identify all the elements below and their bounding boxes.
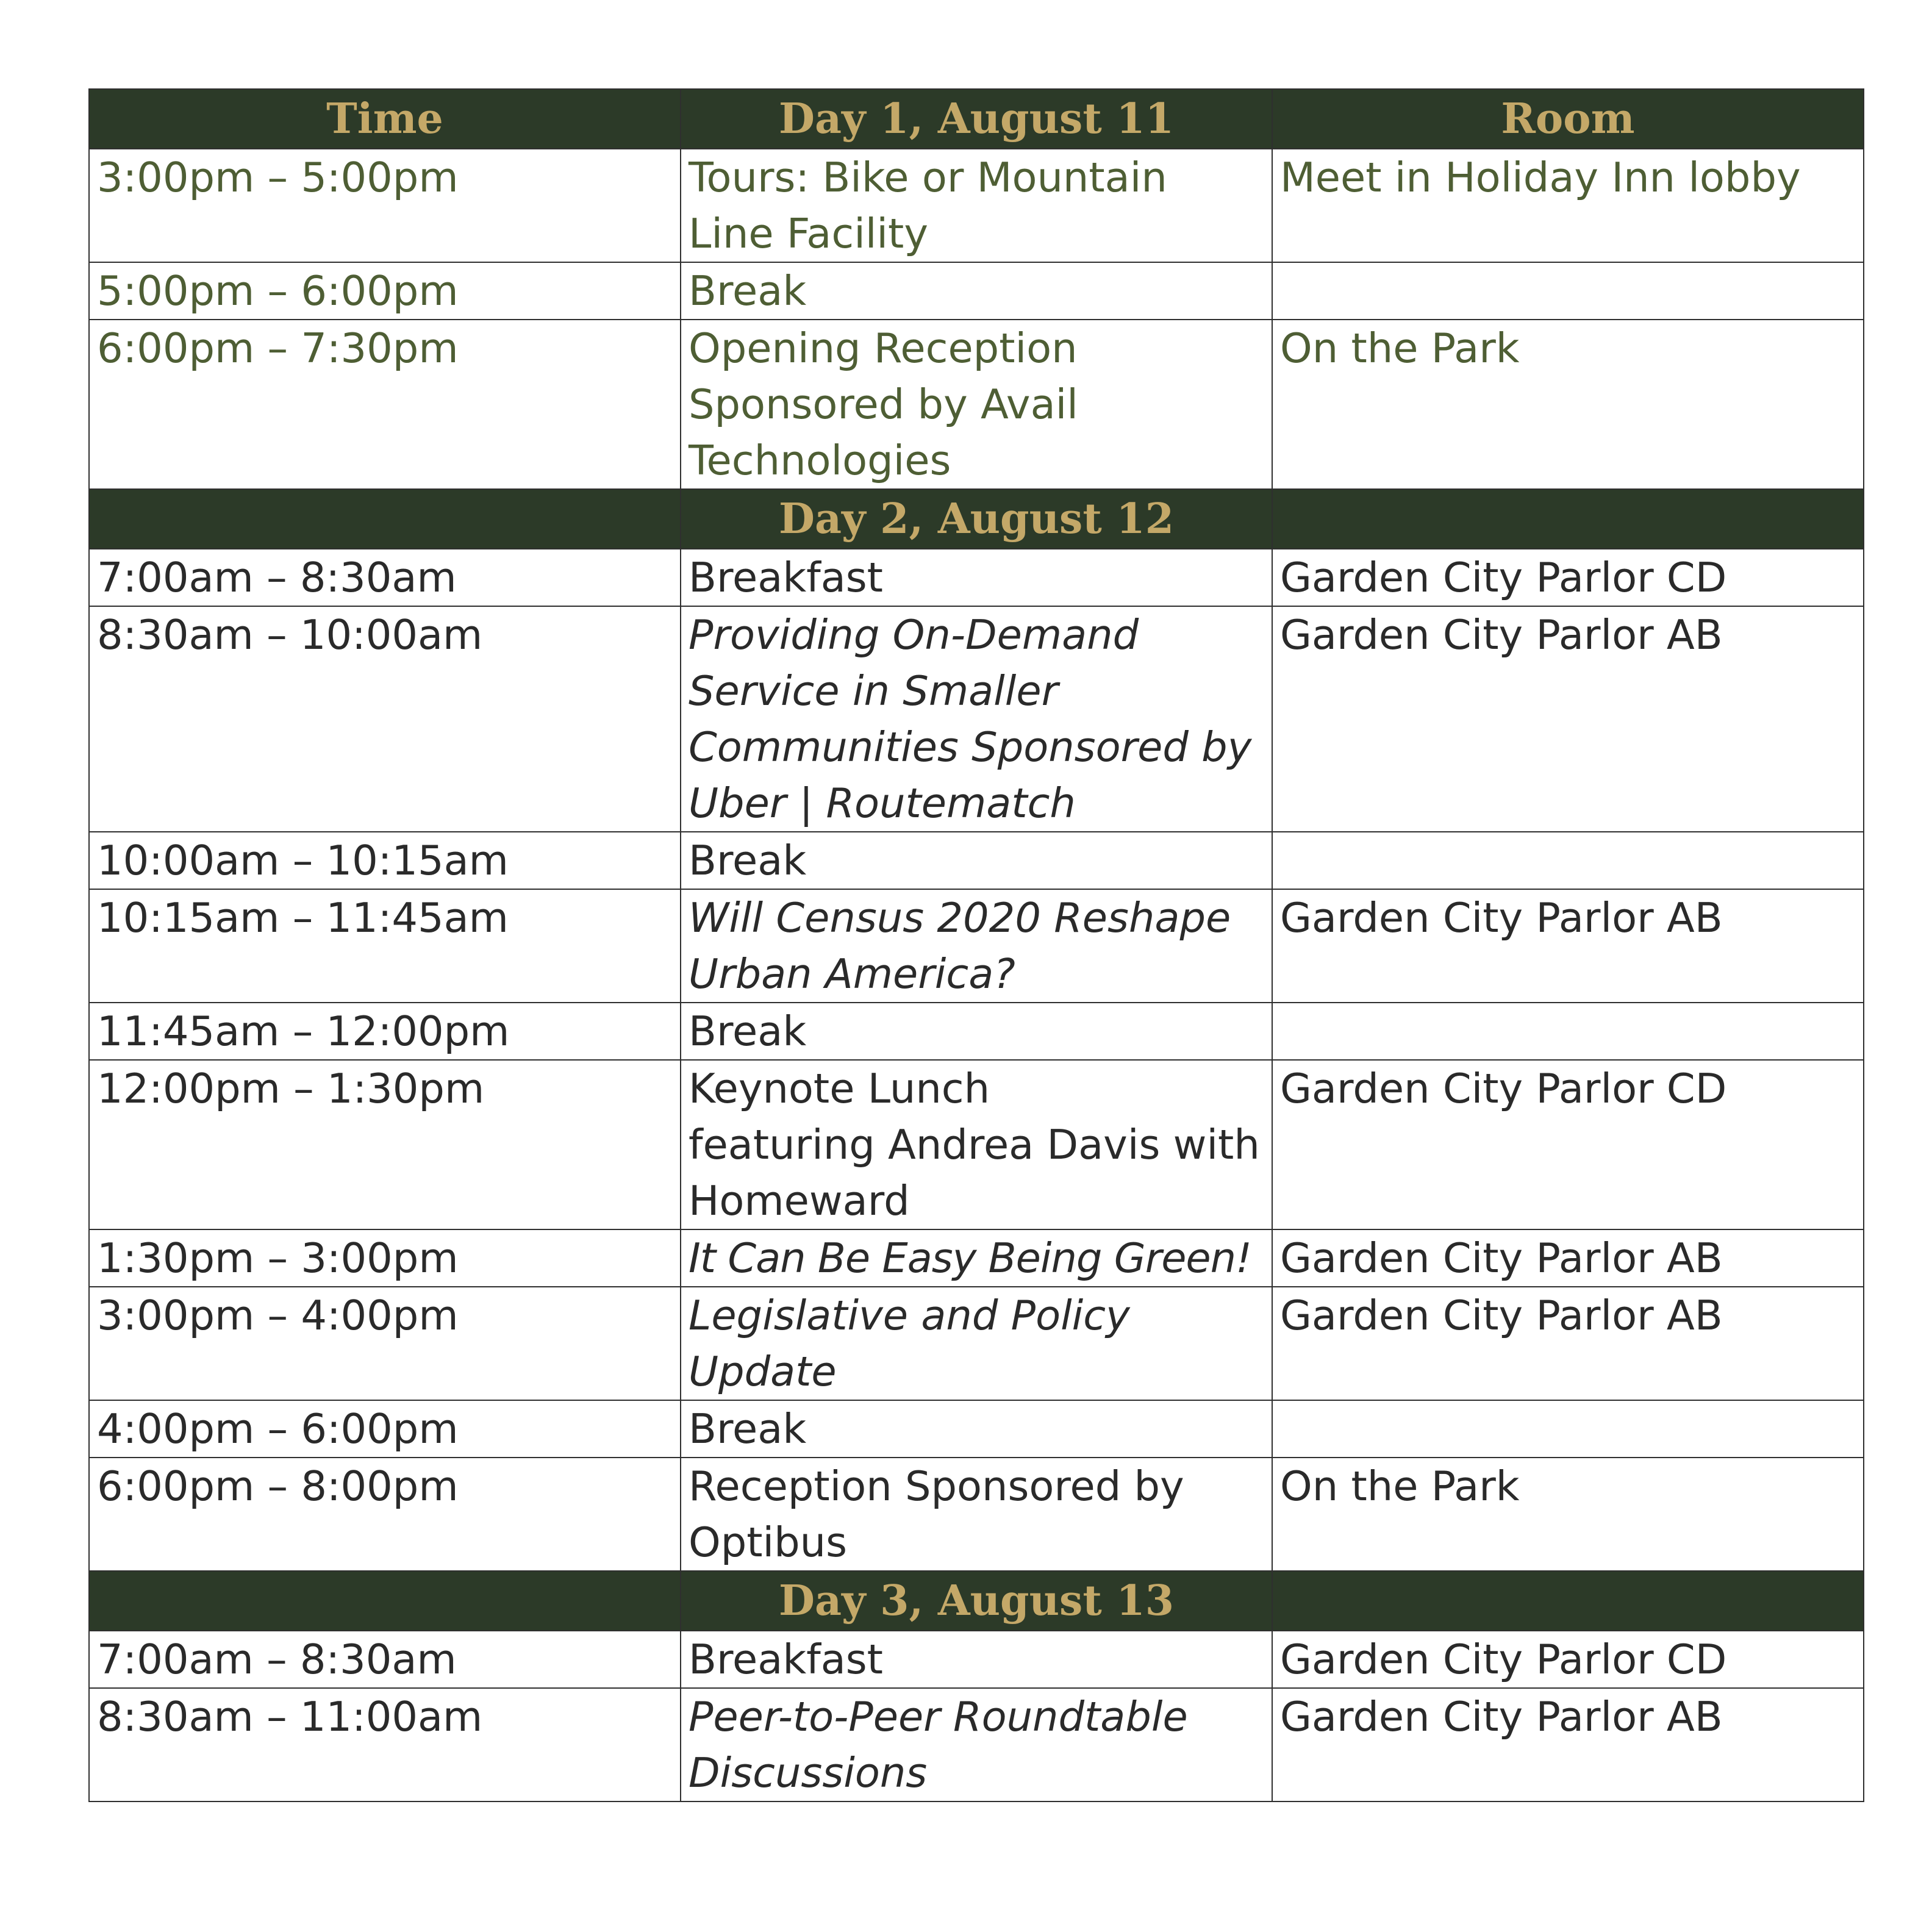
table-row [89,149,1864,262]
time-cell: 8:30am – 10:00am [89,606,681,832]
event-cell: Opening Reception Sponsored by Avail Technologies [681,320,1272,489]
table-row [89,1003,1864,1060]
room-cell: Garden City Parlor AB [1272,1688,1864,1801]
event-line: Keynote Lunch [689,1065,990,1112]
table-row [89,1060,1864,1229]
time-cell: 12:00pm – 1:30pm [89,1060,681,1229]
time-cell: 7:00am – 8:30am [89,549,681,606]
room-cell: On the Park [1272,320,1864,489]
room-cell [1272,1400,1864,1458]
event-cell: Break [681,1400,1272,1458]
event-cell: Tours: Bike or Mountain Line Facility [681,149,1272,262]
room-cell: Garden City Parlor AB [1272,1287,1864,1400]
time-column-header: Time [89,89,681,149]
event-line: featuring Andrea Davis with Homeward [689,1121,1260,1225]
room-cell: Meet in Holiday Inn lobby [1272,149,1864,262]
room-cell: Garden City Parlor CD [1272,1631,1864,1688]
time-cell: 11:45am – 12:00pm [89,1003,681,1060]
event-cell: Reception Sponsored by Optibus [681,1458,1272,1571]
time-cell: 8:30am – 11:00am [89,1688,681,1801]
event-cell: Legislative and Policy Update [681,1287,1272,1400]
day1-column-header: Day 1, August 11 [681,89,1272,149]
table-header-row [89,89,1864,149]
room-cell [1272,832,1864,889]
event-cell: Break [681,262,1272,320]
table-row [89,606,1864,832]
event-cell [681,1060,1272,1229]
room-cell [1272,1003,1864,1060]
time-cell: 3:00pm – 4:00pm [89,1287,681,1400]
table-row [89,889,1864,1003]
time-cell: 6:00pm – 7:30pm [89,320,681,489]
time-cell: 4:00pm – 6:00pm [89,1400,681,1458]
table-row [89,1229,1864,1287]
event-cell: Providing On-Demand Service in Smaller Communities Sponsored by Uber | Routematch [681,606,1272,832]
day2-title: Day 2, August 12 [681,489,1272,549]
table-row [89,1287,1864,1400]
time-cell: 7:00am – 8:30am [89,1631,681,1688]
day-header-row [89,489,1864,549]
room-column-header: Room [1272,89,1864,149]
event-cell: Breakfast [681,1631,1272,1688]
room-cell: Garden City Parlor CD [1272,549,1864,606]
event-cell: Break [681,1003,1272,1060]
room-cell: On the Park [1272,1458,1864,1571]
table-row [89,549,1864,606]
event-cell: Break [681,832,1272,889]
day3-title: Day 3, August 13 [681,1571,1272,1631]
event-cell: It Can Be Easy Being Green! [681,1229,1272,1287]
room-cell: Garden City Parlor AB [1272,1229,1864,1287]
table-row [89,320,1864,489]
time-cell: 6:00pm – 8:00pm [89,1458,681,1571]
time-cell: 10:00am – 10:15am [89,832,681,889]
table-row [89,832,1864,889]
time-cell: 5:00pm – 6:00pm [89,262,681,320]
room-cell [1272,262,1864,320]
schedule-table [88,88,1864,1802]
table-row [89,1458,1864,1571]
room-cell: Garden City Parlor CD [1272,1060,1864,1229]
time-cell: 10:15am – 11:45am [89,889,681,1003]
day-header-row [89,1571,1864,1631]
room-cell: Garden City Parlor AB [1272,606,1864,832]
room-cell: Garden City Parlor AB [1272,889,1864,1003]
event-cell: Will Census 2020 Reshape Urban America? [681,889,1272,1003]
time-cell: 3:00pm – 5:00pm [89,149,681,262]
event-cell: Breakfast [681,549,1272,606]
table-row [89,1400,1864,1458]
table-row [89,1631,1864,1688]
event-cell: Peer-to-Peer Roundtable Discussions [681,1688,1272,1801]
table-row [89,1688,1864,1801]
time-cell: 1:30pm – 3:00pm [89,1229,681,1287]
table-row [89,262,1864,320]
